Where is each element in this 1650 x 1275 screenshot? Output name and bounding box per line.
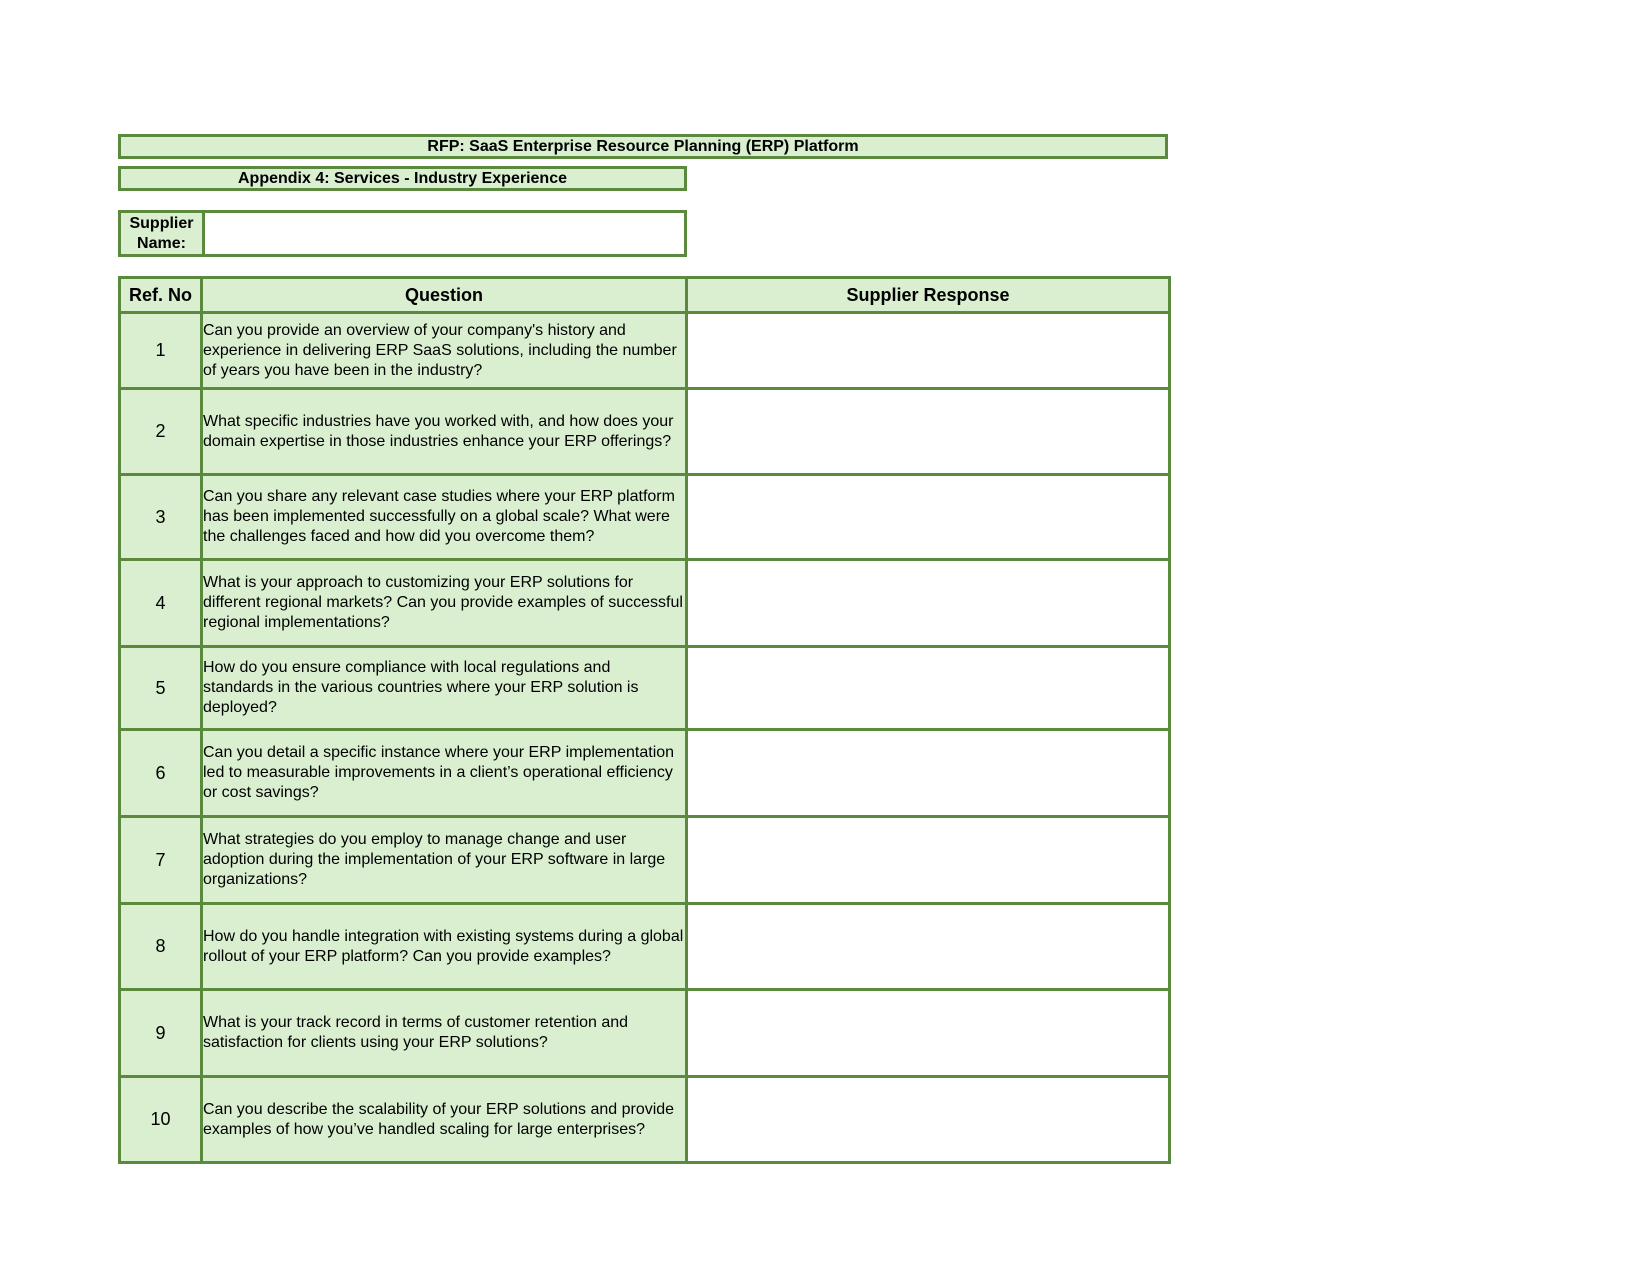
question-cell: What is your track record in terms of customer retention and satisfaction for clients using your ERP solutions? xyxy=(202,990,687,1077)
table-row xyxy=(120,1077,1170,1163)
table-row xyxy=(120,647,1170,730)
question-cell: How do you ensure compliance with local regulations and standards in the various countries where your ERP solution is deployed? xyxy=(202,647,687,730)
table-row xyxy=(120,475,1170,560)
ref-no-cell: 6 xyxy=(120,730,202,817)
ref-no-cell: 5 xyxy=(120,647,202,730)
question-cell: How do you handle integration with existing systems during a global rollout of your ERP platform? Can you provide examples? xyxy=(202,904,687,990)
response-input[interactable] xyxy=(688,1011,1168,1055)
ref-no-cell: 1 xyxy=(120,313,202,389)
document-title xyxy=(118,134,1168,159)
header-ref-no: Ref. No xyxy=(120,278,202,313)
table-row xyxy=(120,904,1170,990)
header-question: Question xyxy=(202,278,687,313)
response-cell[interactable] xyxy=(687,990,1170,1077)
response-input[interactable] xyxy=(688,410,1168,454)
ref-no-cell: 8 xyxy=(120,904,202,990)
document-title-text: RFP: SaaS Enterprise Resource Planning (ERP) Platform xyxy=(427,137,859,155)
question-cell: Can you provide an overview of your company's history and experience in delivering ERP SaaS solutions, including the number of years you have been in the industry? xyxy=(202,313,687,389)
question-cell: What strategies do you employ to manage change and user adoption during the implementation of your ERP software in large organizations? xyxy=(202,817,687,904)
ref-no-cell: 9 xyxy=(120,990,202,1077)
response-cell[interactable] xyxy=(687,313,1170,389)
response-input[interactable] xyxy=(688,495,1168,539)
ref-no-cell: 3 xyxy=(120,475,202,560)
table-header-row xyxy=(120,278,1170,313)
response-cell[interactable] xyxy=(687,560,1170,647)
ref-no-cell: 10 xyxy=(120,1077,202,1163)
response-input[interactable] xyxy=(688,581,1168,625)
response-input[interactable] xyxy=(688,329,1168,373)
ref-no-cell: 4 xyxy=(120,560,202,647)
response-cell[interactable] xyxy=(687,475,1170,560)
supplier-name-label: Supplier Name: xyxy=(121,213,205,254)
response-cell[interactable] xyxy=(687,730,1170,817)
ref-no-cell: 7 xyxy=(120,817,202,904)
question-cell: Can you detail a specific instance where your ERP implementation led to measurable improvements in a client’s operational efficiency or cost savings? xyxy=(202,730,687,817)
table-row xyxy=(120,560,1170,647)
supplier-name-field[interactable] xyxy=(205,213,684,254)
question-cell: Can you describe the scalability of your ERP solutions and provide examples of how you’ve handled scaling for large enterprises? xyxy=(202,1077,687,1163)
response-input[interactable] xyxy=(688,838,1168,882)
appendix-title xyxy=(118,166,687,191)
table-row xyxy=(120,817,1170,904)
question-cell: What is your approach to customizing your ERP solutions for different regional markets? Can you provide examples of successful regional implementations? xyxy=(202,560,687,647)
question-cell: Can you share any relevant case studies where your ERP platform has been implemented successfully on a global scale? What were the challenges faced and how did you overcome them? xyxy=(202,475,687,560)
table-row xyxy=(120,389,1170,475)
response-cell[interactable] xyxy=(687,1077,1170,1163)
response-cell[interactable] xyxy=(687,904,1170,990)
table-row xyxy=(120,730,1170,817)
response-cell[interactable] xyxy=(687,647,1170,730)
appendix-title-text: Appendix 4: Services - Industry Experience xyxy=(237,169,567,187)
table-row xyxy=(120,313,1170,389)
response-input[interactable] xyxy=(688,666,1168,710)
table-row xyxy=(120,990,1170,1077)
response-input[interactable] xyxy=(688,925,1168,969)
response-cell[interactable] xyxy=(687,817,1170,904)
supplier-name-row xyxy=(118,210,687,257)
response-input[interactable] xyxy=(688,1098,1168,1142)
questions-table xyxy=(118,276,1171,1164)
question-cell: What specific industries have you worked with, and how does your domain expertise in those industries enhance your ERP offerings? xyxy=(202,389,687,475)
header-supplier-response: Supplier Response xyxy=(687,278,1170,313)
response-input[interactable] xyxy=(688,751,1168,795)
response-cell[interactable] xyxy=(687,389,1170,475)
ref-no-cell: 2 xyxy=(120,389,202,475)
